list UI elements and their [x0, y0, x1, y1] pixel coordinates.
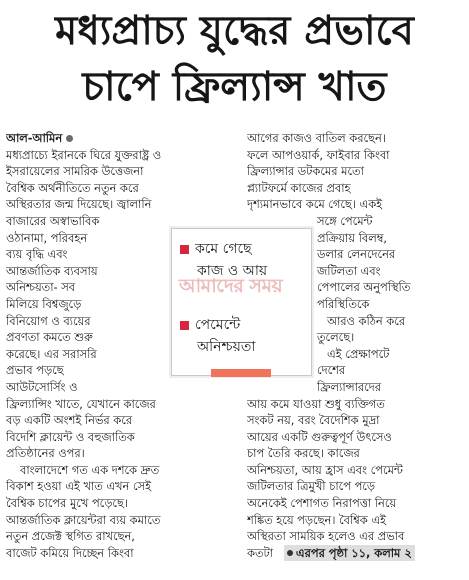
text-line: অস্থিরতার জন্ম দিয়েছে। জ্বালানি [6, 197, 152, 212]
publication-watermark: আমাদের সময় [179, 275, 283, 297]
text-line: নতুন প্রজেক্ট স্থগিত রাখছেন, [6, 529, 135, 544]
continued-text: এরপর পৃষ্ঠা ১১, কলাম ২ [295, 545, 412, 560]
text-line: প্রতিষ্ঠানের ওপর। [6, 446, 85, 461]
text-line: পরিস্থিতিকে [317, 296, 370, 311]
text-line: অনিশ্চয়তা- সব [6, 280, 76, 295]
text-line: বৈশ্বিক অর্থনীতিতে নতুন করে [6, 180, 139, 195]
text-line: আগের কাজও বাতিল করছেন। [247, 131, 386, 145]
text-line: আউটসোর্সিং ও [6, 379, 78, 394]
text-line: আন্তর্জাতিক ক্লায়েন্টরা ব্যয় কমাতে [6, 512, 161, 527]
text-line: দেশের [317, 363, 346, 378]
text-line: বাংলাদেশে গত এক দশকে দ্রুত [20, 462, 160, 477]
text-line: প্ল্যাটফর্মে কাজের প্রবাহ [247, 180, 351, 195]
text-line: বৈশ্বিক চাপের মুখে পড়েছে। [6, 496, 128, 511]
byline-text: আল-আমিন [6, 131, 63, 145]
text-line: এই প্রেক্ষাপটে [327, 346, 390, 361]
callout-item-1-cont: কাজ ও আয় [197, 263, 268, 279]
text-line: ফ্রিল্যান্সার ডটকমের মতো [247, 164, 364, 179]
text-line: বিদেশি ক্লায়েন্ট ও বহুজাতিক [6, 429, 135, 444]
text-line: প্রবণতা কমতে শুরু [6, 330, 93, 345]
callout-item-1 [180, 239, 252, 259]
text-line: ইসরায়েলের সামরিক উত্তেজনা [6, 164, 144, 179]
text-line: আন্তর্জাতিক ব্যবসায় [6, 263, 98, 278]
text-line: বাজারের অস্বাভাবিক [6, 213, 100, 228]
headline-line-1: মধ্যপ্রাচ্য যুদ্ধের প্রভাবে [55, 8, 414, 54]
text-fragment: কতটা [247, 545, 274, 560]
bullet-dot-icon [287, 550, 293, 556]
text-line: প্রভাব পড়ছে [6, 363, 64, 378]
text-line: করেছে। এর সরাসরি [6, 346, 97, 361]
text-line: ফলে আপওয়ার্ক, ফাইবার কিংবা [247, 147, 390, 162]
text-line: চাপ তৈরি করছে। কাজের [247, 446, 360, 461]
callout-item-2 [180, 315, 240, 335]
text-line: অস্থিরতা সাময়িক হলেও এর প্রভাব [247, 529, 405, 544]
text-line: ডলার লেনদেনের [317, 247, 396, 262]
text-line: সঙ্গে পেমেন্ট [317, 213, 373, 228]
text-line: আয় কমে যাওয়া শুধু ব্যক্তিগত [247, 396, 385, 411]
byline [6, 130, 236, 147]
text-line: মিলিয়ে বিশ্বজুড়ে [6, 296, 82, 311]
text-line: অনিশ্চয়তা, আয় হ্রাস এবং পেমেন্ট [247, 462, 403, 477]
text-line: ফ্রিল্যান্সিং খাতে, যেখানে কাজের [6, 396, 156, 411]
red-square-bullet-icon [180, 245, 189, 254]
text-line: বিনিয়োগ ও ব্যয়ের [6, 313, 91, 328]
text-line: সংকট নয়, বরং বৈদেশিক মুদ্রা [247, 413, 380, 428]
red-square-bullet-icon [180, 321, 189, 330]
callout-item-2-cont: অনিশ্চয়তা [197, 339, 256, 355]
text-line: বাজেট কমিয়ে দিচ্ছেন কিংবা [6, 545, 134, 560]
continued-jump-label [284, 545, 415, 562]
text-line: জটিলতার ত্রিমুখী চাপে পড়ে [247, 479, 376, 494]
bullet-dot-icon [66, 135, 73, 142]
text-line: ফ্রিল্যান্সারদের [317, 379, 381, 394]
text-line: বড় একটি অংশই নির্ভর করে [6, 413, 133, 428]
callout-text: পেমেন্টে [195, 317, 241, 333]
text-line: মধ্যপ্রাচ্যে ইরানকে ঘিরে যুক্তরাষ্ট্র ও [6, 147, 162, 162]
text-line: প্রক্রিয়ায় বিলম্ব, [317, 230, 388, 245]
text-line: জটিলতা এবং [317, 263, 381, 278]
text-line: অনেকেই পেশাগত নিরাপত্তা নিয়ে [247, 496, 397, 511]
text-line-last [247, 545, 464, 562]
text-line: দৃশ্যমানভাবে কমে গেছে। একই [247, 197, 383, 212]
text-line: আয়ের একটি গুরুত্বপূর্ণ উৎসেও [247, 429, 392, 444]
text-line: পেপালের অনুপস্থিতি [317, 280, 411, 295]
text-line: ওঠানামা, পরিবহন [6, 230, 88, 245]
text-line: শঙ্কিত হয়ে পড়ছেন। বৈশ্বিক এই [247, 512, 386, 527]
callout-text: কমে গেছে [195, 241, 252, 257]
text-line: আরও কঠিন করে [327, 313, 406, 328]
callout-accent-bar [211, 369, 271, 377]
headline-line-2: চাপে ফ্রিল্যান্স খাত [82, 64, 387, 110]
text-line: বিকাশ হওয়া এই খাত এখন সেই [6, 479, 152, 494]
text-line: তুলেছে। [317, 330, 355, 345]
text-line: ব্যয় বৃদ্ধি এবং [6, 247, 68, 262]
